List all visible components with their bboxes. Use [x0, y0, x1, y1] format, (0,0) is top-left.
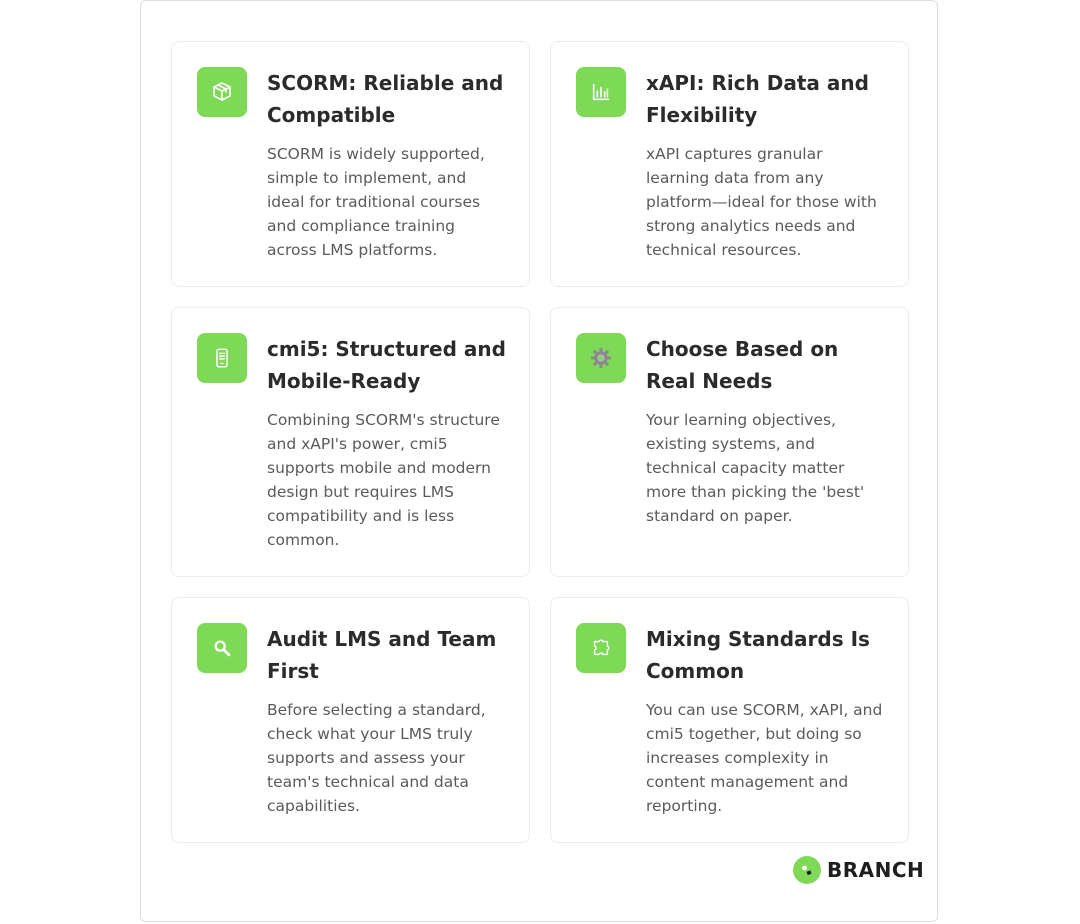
bar-chart-icon: [576, 67, 626, 117]
box-icon: [197, 67, 247, 117]
card-text: You can use SCORM, xAPI, and cmi5 together, but doing so increases complexity in content management and reporting.: [646, 701, 883, 815]
mobile-phone-icon: [197, 333, 247, 383]
branch-logo-icon: [793, 856, 821, 884]
card-text: xAPI captures granular learning data from any platform—ideal for those with strong analytics needs and technical resources.: [646, 145, 877, 259]
card-title: Choose Based on Real Needs: [646, 337, 839, 393]
magnifier-icon: [197, 623, 247, 673]
card-title: Audit LMS and Team First: [267, 627, 497, 683]
card-choose: [550, 307, 909, 577]
gear-icon: [576, 333, 626, 383]
card-xapi: [550, 41, 909, 287]
card-mixing: [550, 597, 909, 843]
card-scorm: [171, 41, 530, 287]
puzzle-icon: [576, 623, 626, 673]
card-cmi5: [171, 307, 530, 577]
card-title: Mixing Standards Is Common: [646, 627, 870, 683]
branch-logo: [793, 855, 924, 885]
card-text: SCORM is widely supported, simple to implement, and ideal for traditional courses and compliance training across LMS platforms.: [267, 145, 485, 259]
card-title: SCORM: Reliable and Compatible: [267, 71, 504, 127]
card-text: Your learning objectives, existing systems, and technical capacity matter more than picking the 'best' standard on paper.: [646, 411, 865, 525]
card-title: xAPI: Rich Data and Flexibility: [646, 71, 869, 127]
card-text: Before selecting a standard, check what your LMS truly supports and assess your team's technical and data capabilities.: [267, 701, 486, 815]
card-audit: [171, 597, 530, 843]
card-title: cmi5: Structured and Mobile-Ready: [267, 337, 506, 393]
brand-name: BRANCH: [827, 858, 925, 882]
card-text: Combining SCORM's structure and xAPI's power, cmi5 supports mobile and modern design but requires LMS compatibility and is less common.: [267, 411, 500, 549]
